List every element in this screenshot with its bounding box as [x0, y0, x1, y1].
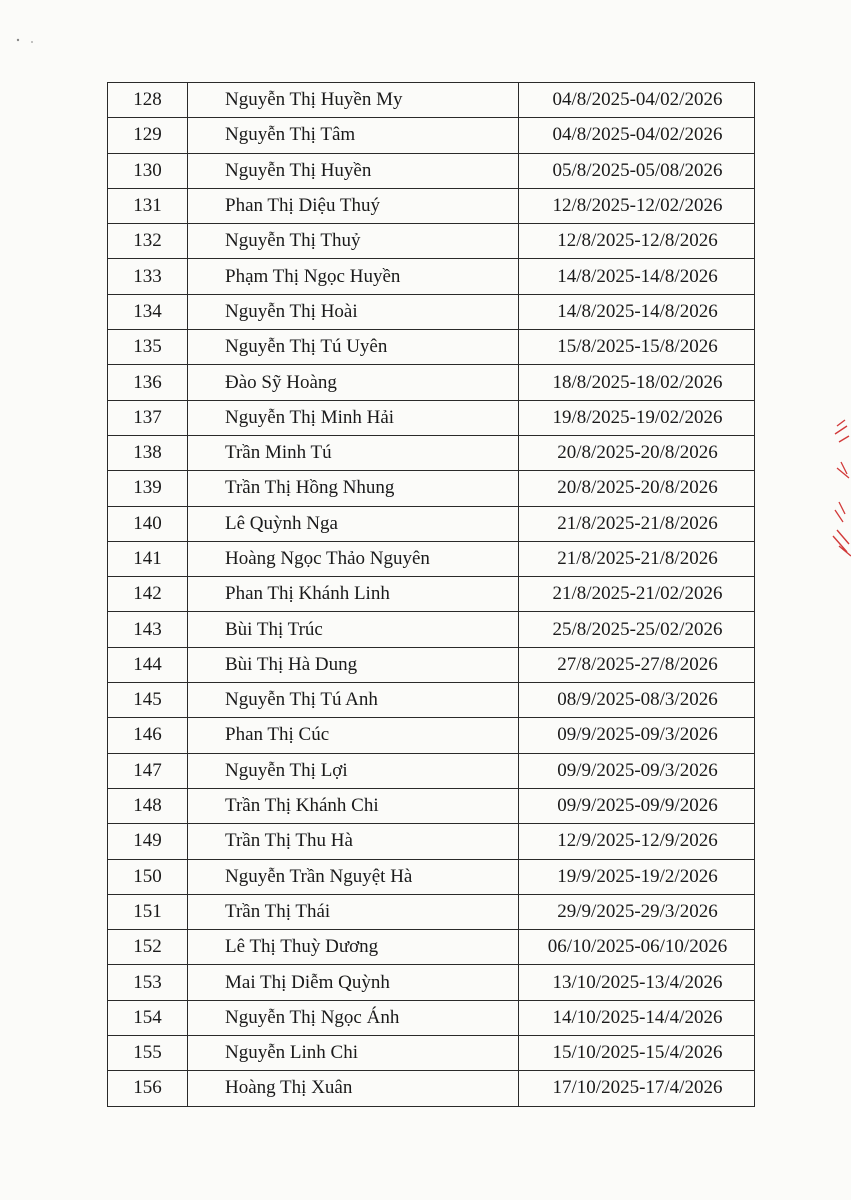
person-name: Hoàng Ngọc Thảo Nguyên — [188, 541, 519, 576]
table-row — [108, 1071, 755, 1106]
table-row — [108, 965, 755, 1000]
person-name: Nguyễn Linh Chi — [188, 1036, 519, 1071]
contract-period: 29/9/2025-29/3/2026 — [519, 894, 755, 929]
table-row — [108, 1000, 755, 1035]
contract-period: 14/8/2025-14/8/2026 — [519, 259, 755, 294]
person-name: Bùi Thị Hà Dung — [188, 647, 519, 682]
table-row — [108, 753, 755, 788]
table-row — [108, 859, 755, 894]
person-name: Trần Minh Tú — [188, 435, 519, 470]
row-number: 129 — [108, 118, 188, 153]
person-name: Phan Thị Khánh Linh — [188, 577, 519, 612]
row-number: 147 — [108, 753, 188, 788]
contract-period: 13/10/2025-13/4/2026 — [519, 965, 755, 1000]
row-number: 136 — [108, 365, 188, 400]
contract-period: 14/10/2025-14/4/2026 — [519, 1000, 755, 1035]
table-row — [108, 824, 755, 859]
row-number: 144 — [108, 647, 188, 682]
contract-period: 20/8/2025-20/8/2026 — [519, 435, 755, 470]
table-row — [108, 118, 755, 153]
row-number: 134 — [108, 294, 188, 329]
contract-period: 25/8/2025-25/02/2026 — [519, 612, 755, 647]
person-name: Nguyễn Thị Tâm — [188, 118, 519, 153]
contract-period: 06/10/2025-06/10/2026 — [519, 930, 755, 965]
table-row — [108, 294, 755, 329]
row-number: 133 — [108, 259, 188, 294]
table-row — [108, 718, 755, 753]
person-name: Nguyễn Thị Tú Anh — [188, 683, 519, 718]
person-name: Lê Thị Thuỳ Dương — [188, 930, 519, 965]
person-name: Nguyễn Thị Huyền — [188, 153, 519, 188]
person-name: Bùi Thị Trúc — [188, 612, 519, 647]
table-row — [108, 83, 755, 118]
contract-period: 17/10/2025-17/4/2026 — [519, 1071, 755, 1106]
table-row — [108, 541, 755, 576]
person-name: Nguyễn Thị Tú Uyên — [188, 330, 519, 365]
contract-period: 08/9/2025-08/3/2026 — [519, 683, 755, 718]
table-row — [108, 188, 755, 223]
row-number: 128 — [108, 83, 188, 118]
row-number: 139 — [108, 471, 188, 506]
row-number: 132 — [108, 224, 188, 259]
contract-period: 05/8/2025-05/08/2026 — [519, 153, 755, 188]
person-name: Nguyễn Trần Nguyệt Hà — [188, 859, 519, 894]
personnel-table — [107, 82, 755, 1107]
table-row — [108, 930, 755, 965]
row-number: 135 — [108, 330, 188, 365]
person-name: Trần Thị Hồng Nhung — [188, 471, 519, 506]
table-row — [108, 577, 755, 612]
person-name: Nguyễn Thị Thuỷ — [188, 224, 519, 259]
person-name: Nguyễn Thị Hoài — [188, 294, 519, 329]
table-row — [108, 683, 755, 718]
row-number: 137 — [108, 400, 188, 435]
row-number: 155 — [108, 1036, 188, 1071]
contract-period: 19/9/2025-19/2/2026 — [519, 859, 755, 894]
table-row — [108, 400, 755, 435]
contract-period: 12/8/2025-12/02/2026 — [519, 188, 755, 223]
table-body — [108, 83, 755, 1107]
table-row — [108, 259, 755, 294]
contract-period: 15/10/2025-15/4/2026 — [519, 1036, 755, 1071]
contract-period: 09/9/2025-09/3/2026 — [519, 753, 755, 788]
row-number: 140 — [108, 506, 188, 541]
person-name: Nguyễn Thị Minh Hải — [188, 400, 519, 435]
person-name: Phạm Thị Ngọc Huyền — [188, 259, 519, 294]
row-number: 146 — [108, 718, 188, 753]
row-number: 148 — [108, 788, 188, 823]
contract-period: 04/8/2025-04/02/2026 — [519, 118, 755, 153]
row-number: 149 — [108, 824, 188, 859]
contract-period: 12/9/2025-12/9/2026 — [519, 824, 755, 859]
row-number: 154 — [108, 1000, 188, 1035]
contract-period: 15/8/2025-15/8/2026 — [519, 330, 755, 365]
table-row — [108, 153, 755, 188]
contract-period: 18/8/2025-18/02/2026 — [519, 365, 755, 400]
table-row — [108, 788, 755, 823]
table-row — [108, 330, 755, 365]
person-name: Đào Sỹ Hoàng — [188, 365, 519, 400]
person-name: Mai Thị Diễm Quỳnh — [188, 965, 519, 1000]
person-name: Phan Thị Diệu Thuý — [188, 188, 519, 223]
table-row — [108, 435, 755, 470]
person-name: Trần Thị Thái — [188, 894, 519, 929]
row-number: 130 — [108, 153, 188, 188]
table-row — [108, 506, 755, 541]
contract-period: 27/8/2025-27/8/2026 — [519, 647, 755, 682]
contract-period: 19/8/2025-19/02/2026 — [519, 400, 755, 435]
table-row — [108, 894, 755, 929]
table-row — [108, 365, 755, 400]
row-number: 143 — [108, 612, 188, 647]
person-name: Hoàng Thị Xuân — [188, 1071, 519, 1106]
row-number: 131 — [108, 188, 188, 223]
contract-period: 21/8/2025-21/8/2026 — [519, 506, 755, 541]
row-number: 156 — [108, 1071, 188, 1106]
contract-period: 09/9/2025-09/3/2026 — [519, 718, 755, 753]
row-number: 153 — [108, 965, 188, 1000]
row-number: 151 — [108, 894, 188, 929]
row-number: 142 — [108, 577, 188, 612]
row-number: 150 — [108, 859, 188, 894]
row-number: 141 — [108, 541, 188, 576]
row-number: 145 — [108, 683, 188, 718]
person-name: Nguyễn Thị Lợi — [188, 753, 519, 788]
person-name: Trần Thị Thu Hà — [188, 824, 519, 859]
contract-period: 04/8/2025-04/02/2026 — [519, 83, 755, 118]
contract-period: 12/8/2025-12/8/2026 — [519, 224, 755, 259]
person-name: Nguyễn Thị Ngọc Ánh — [188, 1000, 519, 1035]
contract-period: 21/8/2025-21/02/2026 — [519, 577, 755, 612]
row-number: 138 — [108, 435, 188, 470]
table-row — [108, 471, 755, 506]
contract-period: 20/8/2025-20/8/2026 — [519, 471, 755, 506]
row-number: 152 — [108, 930, 188, 965]
contract-period: 14/8/2025-14/8/2026 — [519, 294, 755, 329]
table-row — [108, 647, 755, 682]
table-row — [108, 612, 755, 647]
table-row — [108, 224, 755, 259]
stamp-edge-marks — [831, 418, 851, 558]
person-name: Nguyễn Thị Huyền My — [188, 83, 519, 118]
person-name: Lê Quỳnh Nga — [188, 506, 519, 541]
contract-period: 21/8/2025-21/8/2026 — [519, 541, 755, 576]
person-name: Phan Thị Cúc — [188, 718, 519, 753]
scan-speck-marks — [14, 20, 58, 44]
person-name: Trần Thị Khánh Chi — [188, 788, 519, 823]
contract-period: 09/9/2025-09/9/2026 — [519, 788, 755, 823]
table-row — [108, 1036, 755, 1071]
